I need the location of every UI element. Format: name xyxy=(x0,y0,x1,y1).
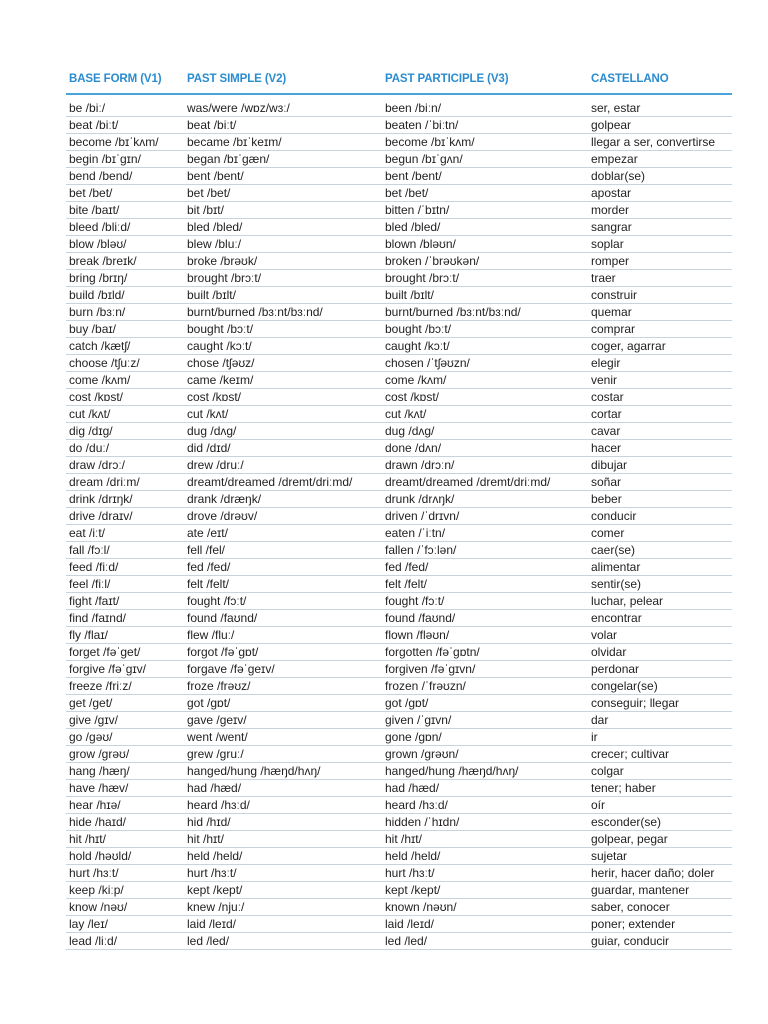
table-row xyxy=(66,491,732,508)
castellano-cell: cavar xyxy=(588,423,732,440)
castellano-cell: alimentar xyxy=(588,559,732,576)
past-simple-cell: caught /kɔːt/ xyxy=(184,338,382,355)
past-participle-cell: frozen /ˈfrəʊzn/ xyxy=(382,678,588,695)
table-row xyxy=(66,576,732,593)
table-row xyxy=(66,831,732,848)
base-form-cell: find /faɪnd/ xyxy=(66,610,184,627)
base-form-cell: feel /fiːl/ xyxy=(66,576,184,593)
past-simple-cell: cost /kɒst/ xyxy=(184,389,382,406)
base-form-cell: lay /leɪ/ xyxy=(66,916,184,933)
base-form-cell: forget /fəˈɡet/ xyxy=(66,644,184,661)
past-participle-cell: hanged/hung /hæŋd/hʌŋ/ xyxy=(382,763,588,780)
base-form-cell: drink /drɪŋk/ xyxy=(66,491,184,508)
base-form-cell: hit /hɪt/ xyxy=(66,831,184,848)
castellano-cell: dibujar xyxy=(588,457,732,474)
past-simple-cell: found /faʊnd/ xyxy=(184,610,382,627)
table-row xyxy=(66,848,732,865)
base-form-cell: hang /hæŋ/ xyxy=(66,763,184,780)
past-participle-cell: hidden /ˈhɪdn/ xyxy=(382,814,588,831)
past-participle-cell: fallen /ˈfɔːlən/ xyxy=(382,542,588,559)
base-form-cell: bend /bend/ xyxy=(66,168,184,185)
table-row xyxy=(66,236,732,253)
table-row xyxy=(66,593,732,610)
base-form-cell: bleed /bliːd/ xyxy=(66,219,184,236)
table-row xyxy=(66,712,732,729)
base-form-cell: choose /tʃuːz/ xyxy=(66,355,184,372)
past-simple-cell: gave /ɡeɪv/ xyxy=(184,712,382,729)
table-row xyxy=(66,627,732,644)
castellano-cell: conducir xyxy=(588,508,732,525)
castellano-cell: llegar a ser, convertirse xyxy=(588,134,732,151)
base-form-cell: break /breɪk/ xyxy=(66,253,184,270)
table-row xyxy=(66,933,732,950)
past-participle-cell: driven /ˈdrɪvn/ xyxy=(382,508,588,525)
base-form-cell: hurt /hɜːt/ xyxy=(66,865,184,882)
castellano-cell: volar xyxy=(588,627,732,644)
past-simple-cell: went /went/ xyxy=(184,729,382,746)
castellano-cell: olvidar xyxy=(588,644,732,661)
table-row xyxy=(66,202,732,219)
base-form-cell: fight /faɪt/ xyxy=(66,593,184,610)
past-participle-cell: dug /dʌɡ/ xyxy=(382,423,588,440)
base-form-cell: burn /bɜːn/ xyxy=(66,304,184,321)
past-participle-cell: bent /bent/ xyxy=(382,168,588,185)
base-form-cell: hear /hɪə/ xyxy=(66,797,184,814)
past-participle-cell: given /ˈɡɪvn/ xyxy=(382,712,588,729)
table-row xyxy=(66,304,732,321)
past-participle-cell: drunk /drʌŋk/ xyxy=(382,491,588,508)
castellano-cell: encontrar xyxy=(588,610,732,627)
past-participle-cell: forgotten /fəˈɡɒtn/ xyxy=(382,644,588,661)
castellano-cell: beber xyxy=(588,491,732,508)
base-form-cell: do /duː/ xyxy=(66,440,184,457)
castellano-cell: morder xyxy=(588,202,732,219)
castellano-cell: romper xyxy=(588,253,732,270)
past-participle-cell: drawn /drɔːn/ xyxy=(382,457,588,474)
base-form-cell: drive /draɪv/ xyxy=(66,508,184,525)
past-simple-cell: was/were /wɒz/wɜː/ xyxy=(184,94,382,117)
past-participle-cell: bled /bled/ xyxy=(382,219,588,236)
past-participle-cell: fought /fɔːt/ xyxy=(382,593,588,610)
past-participle-cell: flown /fləʊn/ xyxy=(382,627,588,644)
past-simple-cell: drew /druː/ xyxy=(184,457,382,474)
past-participle-cell: been /biːn/ xyxy=(382,94,588,117)
past-participle-cell: bought /bɔːt/ xyxy=(382,321,588,338)
past-simple-cell: built /bɪlt/ xyxy=(184,287,382,304)
table-row xyxy=(66,423,732,440)
past-simple-cell: heard /hɜːd/ xyxy=(184,797,382,814)
base-form-cell: give /ɡɪv/ xyxy=(66,712,184,729)
castellano-cell: hacer xyxy=(588,440,732,457)
castellano-cell: crecer; cultivar xyxy=(588,746,732,763)
past-participle-cell: known /nəʊn/ xyxy=(382,899,588,916)
base-form-cell: hide /haɪd/ xyxy=(66,814,184,831)
table-row xyxy=(66,151,732,168)
table-row xyxy=(66,797,732,814)
table-row xyxy=(66,457,732,474)
castellano-cell: oír xyxy=(588,797,732,814)
header-past-participle: PAST PARTICIPLE (V3) xyxy=(382,72,588,94)
castellano-cell: elegir xyxy=(588,355,732,372)
past-simple-cell: knew /njuː/ xyxy=(184,899,382,916)
past-simple-cell: drank /dræŋk/ xyxy=(184,491,382,508)
castellano-cell: construir xyxy=(588,287,732,304)
castellano-cell: comer xyxy=(588,525,732,542)
past-participle-cell: hit /hɪt/ xyxy=(382,831,588,848)
past-participle-cell: held /held/ xyxy=(382,848,588,865)
past-participle-cell: found /faʊnd/ xyxy=(382,610,588,627)
base-form-cell: bet /bet/ xyxy=(66,185,184,202)
table-row xyxy=(66,695,732,712)
past-simple-cell: felt /felt/ xyxy=(184,576,382,593)
table-row xyxy=(66,763,732,780)
castellano-cell: comprar xyxy=(588,321,732,338)
base-form-cell: forgive /fəˈɡɪv/ xyxy=(66,661,184,678)
base-form-cell: hold /həʊld/ xyxy=(66,848,184,865)
table-row xyxy=(66,899,732,916)
castellano-cell: luchar, pelear xyxy=(588,593,732,610)
past-simple-cell: kept /kept/ xyxy=(184,882,382,899)
past-participle-cell: become /bɪˈkʌm/ xyxy=(382,134,588,151)
past-simple-cell: hit /hɪt/ xyxy=(184,831,382,848)
past-participle-cell: got /ɡɒt/ xyxy=(382,695,588,712)
table-row xyxy=(66,406,732,423)
castellano-cell: ser, estar xyxy=(588,94,732,117)
castellano-cell: guardar, mantener xyxy=(588,882,732,899)
castellano-cell: doblar(se) xyxy=(588,168,732,185)
past-simple-cell: grew /ɡruː/ xyxy=(184,746,382,763)
castellano-cell: venir xyxy=(588,372,732,389)
past-participle-cell: begun /bɪˈɡʌn/ xyxy=(382,151,588,168)
table-row xyxy=(66,168,732,185)
base-form-cell: become /bɪˈkʌm/ xyxy=(66,134,184,151)
past-simple-cell: cut /kʌt/ xyxy=(184,406,382,423)
table-header xyxy=(66,72,732,94)
castellano-cell: soplar xyxy=(588,236,732,253)
table-row xyxy=(66,678,732,695)
past-participle-cell: cut /kʌt/ xyxy=(382,406,588,423)
past-simple-cell: forgave /fəˈɡeɪv/ xyxy=(184,661,382,678)
castellano-cell: quemar xyxy=(588,304,732,321)
castellano-cell: ir xyxy=(588,729,732,746)
table-row xyxy=(66,746,732,763)
past-participle-cell: blown /bləʊn/ xyxy=(382,236,588,253)
castellano-cell: soñar xyxy=(588,474,732,491)
base-form-cell: bring /brɪŋ/ xyxy=(66,270,184,287)
past-participle-cell: beaten /ˈbiːtn/ xyxy=(382,117,588,134)
header-past-simple: PAST SIMPLE (V2) xyxy=(184,72,382,94)
base-form-cell: begin /bɪˈɡɪn/ xyxy=(66,151,184,168)
base-form-cell: beat /biːt/ xyxy=(66,117,184,134)
castellano-cell: cortar xyxy=(588,406,732,423)
castellano-cell: sujetar xyxy=(588,848,732,865)
past-simple-cell: fought /fɔːt/ xyxy=(184,593,382,610)
past-simple-cell: beat /biːt/ xyxy=(184,117,382,134)
castellano-cell: coger, agarrar xyxy=(588,338,732,355)
base-form-cell: bite /baɪt/ xyxy=(66,202,184,219)
table-row xyxy=(66,729,732,746)
castellano-cell: herir, hacer daño; doler xyxy=(588,865,732,882)
irregular-verbs-sheet xyxy=(66,72,732,950)
base-form-cell: grow /ɡrəʊ/ xyxy=(66,746,184,763)
base-form-cell: eat /iːt/ xyxy=(66,525,184,542)
table-row xyxy=(66,882,732,899)
table-row xyxy=(66,219,732,236)
table-row xyxy=(66,440,732,457)
table-row xyxy=(66,525,732,542)
table-row xyxy=(66,474,732,491)
past-participle-cell: caught /kɔːt/ xyxy=(382,338,588,355)
past-simple-cell: hurt /hɜːt/ xyxy=(184,865,382,882)
castellano-cell: guiar, conducir xyxy=(588,933,732,950)
table-row xyxy=(66,270,732,287)
castellano-cell: sentir(se) xyxy=(588,576,732,593)
past-participle-cell: chosen /ˈtʃəʊzn/ xyxy=(382,355,588,372)
table-row xyxy=(66,355,732,372)
past-participle-cell: gone /ɡɒn/ xyxy=(382,729,588,746)
table-body xyxy=(66,94,732,950)
past-simple-cell: led /led/ xyxy=(184,933,382,950)
base-form-cell: dig /dɪɡ/ xyxy=(66,423,184,440)
past-participle-cell: grown /ɡrəʊn/ xyxy=(382,746,588,763)
table-row xyxy=(66,117,732,134)
past-simple-cell: blew /bluː/ xyxy=(184,236,382,253)
past-simple-cell: forgot /fəˈɡɒt/ xyxy=(184,644,382,661)
base-form-cell: dream /driːm/ xyxy=(66,474,184,491)
past-participle-cell: forgiven /fəˈɡɪvn/ xyxy=(382,661,588,678)
base-form-cell: go /ɡəʊ/ xyxy=(66,729,184,746)
past-simple-cell: fell /fel/ xyxy=(184,542,382,559)
past-simple-cell: laid /leɪd/ xyxy=(184,916,382,933)
past-participle-cell: hurt /hɜːt/ xyxy=(382,865,588,882)
base-form-cell: keep /kiːp/ xyxy=(66,882,184,899)
past-simple-cell: hanged/hung /hæŋd/hʌŋ/ xyxy=(184,763,382,780)
header-base-form: BASE FORM (V1) xyxy=(66,72,184,94)
castellano-cell: sangrar xyxy=(588,219,732,236)
table-row xyxy=(66,253,732,270)
past-participle-cell: cost /kɒst/ xyxy=(382,389,588,406)
base-form-cell: cut /kʌt/ xyxy=(66,406,184,423)
castellano-cell: caer(se) xyxy=(588,542,732,559)
castellano-cell: apostar xyxy=(588,185,732,202)
past-simple-cell: burnt/burned /bɜːnt/bɜːnd/ xyxy=(184,304,382,321)
past-simple-cell: got /ɡɒt/ xyxy=(184,695,382,712)
base-form-cell: buy /baɪ/ xyxy=(66,321,184,338)
past-simple-cell: ate /eɪt/ xyxy=(184,525,382,542)
past-simple-cell: hid /hɪd/ xyxy=(184,814,382,831)
past-simple-cell: did /dɪd/ xyxy=(184,440,382,457)
base-form-cell: get /ɡet/ xyxy=(66,695,184,712)
past-participle-cell: built /bɪlt/ xyxy=(382,287,588,304)
castellano-cell: traer xyxy=(588,270,732,287)
past-simple-cell: froze /frəʊz/ xyxy=(184,678,382,695)
base-form-cell: build /bɪld/ xyxy=(66,287,184,304)
base-form-cell: know /nəʊ/ xyxy=(66,899,184,916)
header-castellano: CASTELLANO xyxy=(588,72,732,94)
castellano-cell: poner; extender xyxy=(588,916,732,933)
castellano-cell: golpear, pegar xyxy=(588,831,732,848)
base-form-cell: draw /drɔː/ xyxy=(66,457,184,474)
past-simple-cell: bit /bɪt/ xyxy=(184,202,382,219)
past-simple-cell: bet /bet/ xyxy=(184,185,382,202)
table-row xyxy=(66,287,732,304)
table-row xyxy=(66,661,732,678)
past-participle-cell: eaten /ˈiːtn/ xyxy=(382,525,588,542)
table-row xyxy=(66,865,732,882)
base-form-cell: fall /fɔːl/ xyxy=(66,542,184,559)
past-simple-cell: had /hæd/ xyxy=(184,780,382,797)
past-participle-cell: done /dʌn/ xyxy=(382,440,588,457)
base-form-cell: lead /liːd/ xyxy=(66,933,184,950)
base-form-cell: catch /kætʃ/ xyxy=(66,338,184,355)
base-form-cell: fly /flaɪ/ xyxy=(66,627,184,644)
base-form-cell: be /biː/ xyxy=(66,94,184,117)
past-simple-cell: dug /dʌɡ/ xyxy=(184,423,382,440)
past-simple-cell: fed /fed/ xyxy=(184,559,382,576)
base-form-cell: come /kʌm/ xyxy=(66,372,184,389)
base-form-cell: blow /bləʊ/ xyxy=(66,236,184,253)
past-participle-cell: brought /brɔːt/ xyxy=(382,270,588,287)
past-simple-cell: flew /fluː/ xyxy=(184,627,382,644)
castellano-cell: golpear xyxy=(588,117,732,134)
past-simple-cell: broke /brəʊk/ xyxy=(184,253,382,270)
table-row xyxy=(66,780,732,797)
past-simple-cell: dreamt/dreamed /dremt/driːmd/ xyxy=(184,474,382,491)
past-simple-cell: bent /bent/ xyxy=(184,168,382,185)
table-row xyxy=(66,372,732,389)
past-simple-cell: bought /bɔːt/ xyxy=(184,321,382,338)
table-row xyxy=(66,916,732,933)
past-simple-cell: bled /bled/ xyxy=(184,219,382,236)
table-row xyxy=(66,321,732,338)
past-participle-cell: come /kʌm/ xyxy=(382,372,588,389)
table-row xyxy=(66,644,732,661)
past-simple-cell: came /keɪm/ xyxy=(184,372,382,389)
castellano-cell: esconder(se) xyxy=(588,814,732,831)
header-row xyxy=(66,72,732,94)
castellano-cell: perdonar xyxy=(588,661,732,678)
castellano-cell: saber, conocer xyxy=(588,899,732,916)
base-form-cell: have /hæv/ xyxy=(66,780,184,797)
past-participle-cell: led /led/ xyxy=(382,933,588,950)
table-row xyxy=(66,542,732,559)
past-participle-cell: burnt/burned /bɜːnt/bɜːnd/ xyxy=(382,304,588,321)
past-simple-cell: held /held/ xyxy=(184,848,382,865)
past-participle-cell: felt /felt/ xyxy=(382,576,588,593)
castellano-cell: conseguir; llegar xyxy=(588,695,732,712)
table-row xyxy=(66,94,732,117)
past-participle-cell: dreamt/dreamed /dremt/driːmd/ xyxy=(382,474,588,491)
table-row xyxy=(66,389,732,406)
castellano-cell: costar xyxy=(588,389,732,406)
table-row xyxy=(66,559,732,576)
past-participle-cell: had /hæd/ xyxy=(382,780,588,797)
past-participle-cell: fed /fed/ xyxy=(382,559,588,576)
past-participle-cell: bitten /ˈbɪtn/ xyxy=(382,202,588,219)
past-simple-cell: became /bɪˈkeɪm/ xyxy=(184,134,382,151)
castellano-cell: tener; haber xyxy=(588,780,732,797)
past-participle-cell: heard /hɜːd/ xyxy=(382,797,588,814)
base-form-cell: feed /fiːd/ xyxy=(66,559,184,576)
castellano-cell: dar xyxy=(588,712,732,729)
table-row xyxy=(66,610,732,627)
table-row xyxy=(66,508,732,525)
castellano-cell: colgar xyxy=(588,763,732,780)
past-participle-cell: bet /bet/ xyxy=(382,185,588,202)
base-form-cell: cost /kɒst/ xyxy=(66,389,184,406)
past-participle-cell: broken /ˈbrəʊkən/ xyxy=(382,253,588,270)
past-participle-cell: laid /leɪd/ xyxy=(382,916,588,933)
castellano-cell: congelar(se) xyxy=(588,678,732,695)
past-participle-cell: kept /kept/ xyxy=(382,882,588,899)
base-form-cell: freeze /friːz/ xyxy=(66,678,184,695)
irregular-verbs-table xyxy=(66,72,732,950)
past-simple-cell: chose /tʃəʊz/ xyxy=(184,355,382,372)
table-row xyxy=(66,134,732,151)
past-simple-cell: drove /drəʊv/ xyxy=(184,508,382,525)
table-row xyxy=(66,338,732,355)
past-simple-cell: began /bɪˈɡæn/ xyxy=(184,151,382,168)
castellano-cell: empezar xyxy=(588,151,732,168)
table-row xyxy=(66,185,732,202)
past-simple-cell: brought /brɔːt/ xyxy=(184,270,382,287)
table-row xyxy=(66,814,732,831)
